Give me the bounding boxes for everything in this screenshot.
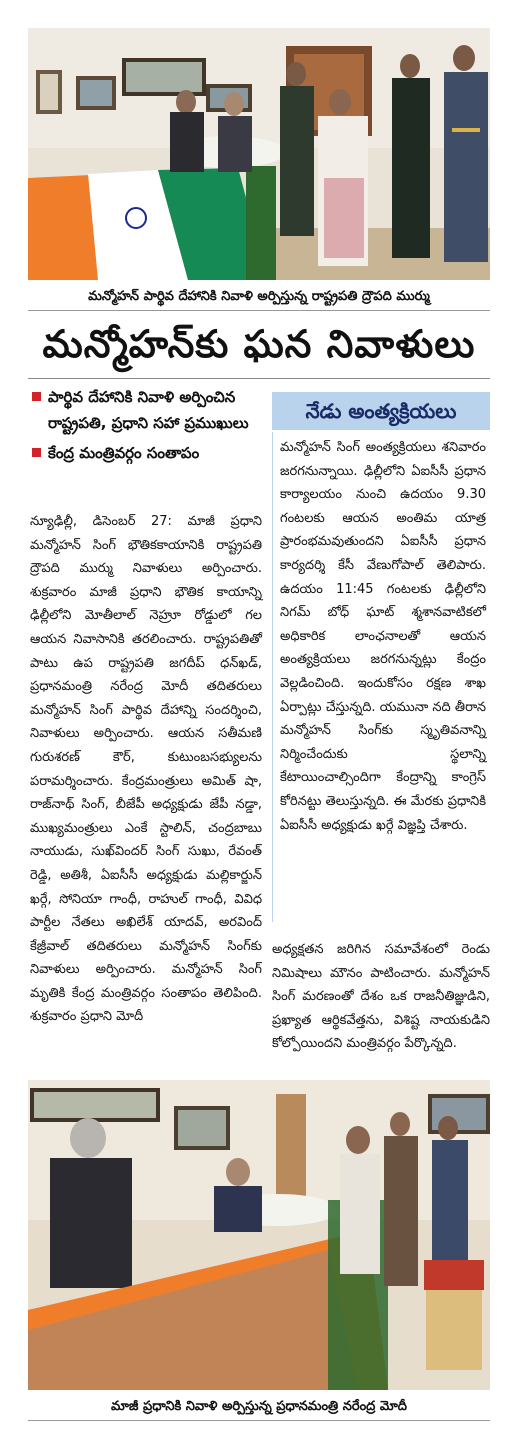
main-story-column-2: అధ్యక్షతన జరిగిన సమావేశంలో రెండు నిమిషాలు మౌనం పాటించారు. మన్మోహన్ సింగ్ మరణంతో దేశం ఒక రాజనీతిజ్ఞుడిని, ప్రఖ్యాత ఆర్థికవేత్తను, విశిష్ట నాయకుడిని కోల్పోయిందని మంత్రివర్గం పేర్కొన్నది. [272,942,490,1052]
main-story-column-1: న్యూఢిల్లీ, డిసెంబర్ 27: మాజీ ప్రధాని మన్మోహన్ సింగ్ భౌతికకాయానికి రాష్ట్రపతి ద్రౌపది ముర్ము నివాళులు అర్పించారు. శుక్రవారం మాజీ ప్రధాని భౌతిక కాయాన్ని ఢిల్లీలోని మోతీలాల్ నెహ్రూ రోడ్డులో గల ఆయన నివాసానికి తరలించారు. రాష్ట్రపతితో పాటు ఉప రాష్ట్రపతి జగదీప్ ధన్‌ఖడ్, ప్రధానమంత్రి నరేంద్ర మోదీ తదితరులు మన్మోహన్ సింగ్ పార్థివ దేహాన్ని సందర్శించి, నివాళులు అర్పించారు. ఆయన సతీమణి గురుశరణ్ కౌర్, కుటుంబసభ్యులను పరామర్శించారు. కేంద్రమంత్రులు అమిత్ షా, రాజ్‌నాథ్ సింగ్, బీజేపీ అధ్యక్షుడు జేపీ నడ్డా, ముఖ్యమంత్రులు ఎంకే స్టాలిన్, చంద్రబాబు నాయుడు, సుఖ్‌విందర్ సింగ్ సుఖు, రేవంత్ రెడ్డి, అతిశీ, ఏఐసీసీ అధ్యక్షుడు మల్లికార్జున్ ఖర్గే, సోనియా గాంధీ, రాహుల్ గాంధీ, వివిధ పార్టీల నేతలు అఖిలేశ్ యాదవ్, అరవింద్ కేజ్రీవాల్ తదితరులు మన్మోహన్ సింగ్‌కు నివాళులు అర్పించారు. మన్మోహన్ సింగ్ మృతికి కేంద్ర మంత్రివర్గం సంతాపం తెలిపింది. శుక్రవారం ప్రధాని మోదీ [30,514,262,1025]
top-photo [28,28,490,280]
bullet-text: కేంద్ర మంత్రివర్గం సంతాపం [48,444,200,462]
bottom-photo-image [28,1080,490,1390]
bottom-photo-caption: మాజీ ప్రధానికి నివాళి అర్పిస్తున్న ప్రధానమంత్రి నరేంద్ర మోదీ [28,1396,490,1421]
bullet-item [30,440,262,466]
headline: మన్మోహన్‌కు ఘన నివాళులు [42,322,476,366]
top-photo-image [28,28,490,280]
bottom-photo [28,1080,490,1390]
sidebar-heading: నేడు అంత్యక్రియలు [272,392,490,430]
bullet-square-icon [32,448,41,457]
headline-rule [28,378,490,379]
bullet-list [30,384,262,470]
bullet-item [30,384,262,436]
top-photo-caption: మన్మోహన్ పార్థివ దేహానికి నివాళి అర్పిస్తున్న రాష్ట్రపతి ద్రౌపది ముర్ము [28,286,490,311]
sidebar-body: మన్మోహన్ సింగ్ అంత్యక్రియలు శనివారం జరగనున్నాయి. ఢిల్లీలోని ఏఐసీసీ ప్రధాన కార్యాలయం నుంచి ఉదయం 9.30 గంటలకు ఆయన అంతిమ యాత్ర ప్రారంభమవుతుందని ఏఐసీసీ ప్రధాన కార్యదర్శి కేసీ వేణుగోపాల్ తెలిపారు. ఉదయం 11:45 గంటలకు ఢిల్లీలోని నిగమ్ బోధ్ ఘాట్ శ్మశానవాటికలో అధికారిక లాంఛనాలతో ఆయన అంత్యక్రియలు జరగనున్నట్లు కేంద్రం వెల్లడించింది. ఇందుకోసం రక్షణ శాఖ ఏర్పాట్లు చేస్తున్నది. యమునా నది తీరాన మన్మోహన్ సింగ్‌కు స్మృతివనాన్ని నిర్మించేందుకు స్థలాన్ని కేటాయించాల్సిందిగా కేంద్రాన్ని కాంగ్రెస్ కోరినట్టు తెలుస్తున్నది. ఈ మేరకు ప్రధానికి ఏఐసీసీ అధ్యక్షుడు ఖర్గే విజ్ఞప్తి చేశారు. [280,440,486,833]
bullet-text: పార్థివ దేహానికి నివాళి అర్పించిన రాష్ట్రపతి, ప్రధాని సహా ప్రముఖులు [48,388,249,432]
bullet-square-icon [32,392,41,401]
